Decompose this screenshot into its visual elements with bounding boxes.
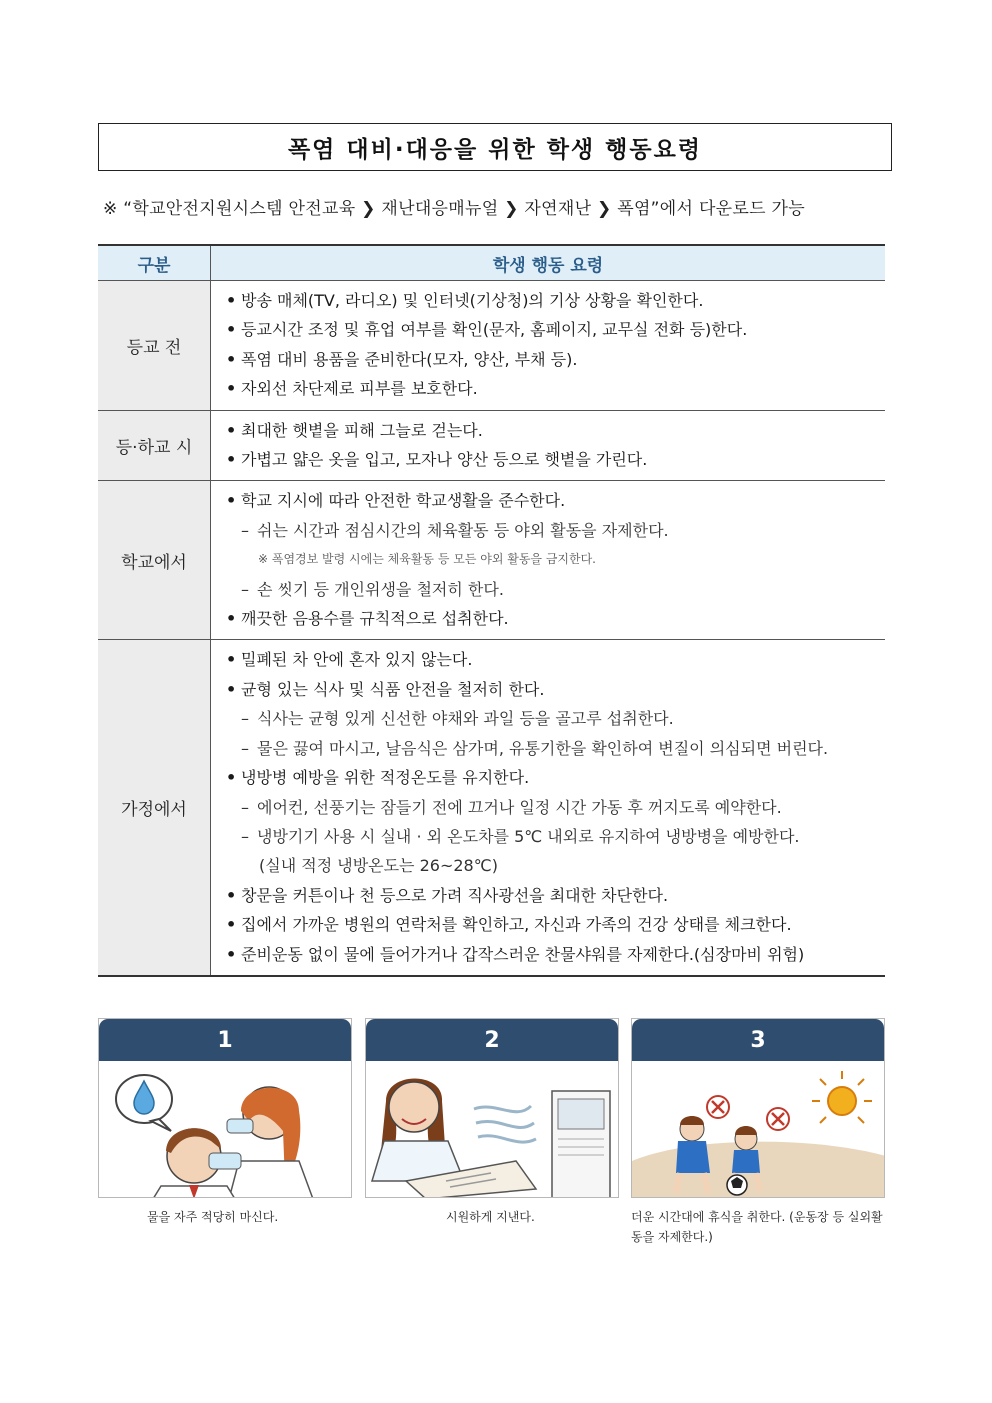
staying-cool-illustration	[366, 1061, 619, 1198]
action-note	[226, 545, 885, 574]
action-text: 에어컨, 선풍기는 잠들기 전에 끄거나 일정 시간 가동 후 꺼지도록 예약한다.	[257, 797, 782, 817]
header-category: 구분	[98, 245, 211, 281]
rest-in-heat-illustration	[632, 1061, 885, 1198]
action-text: 등교시간 조정 및 휴업 여부를 확인(문자, 홈페이지, 교무실 전화 등)한다.	[241, 320, 748, 340]
card-caption-3: 더운 시간대에 휴식을 취한다. (운동장 등 실외활동을 자제한다.)	[631, 1210, 883, 1244]
bullet-icon: •	[226, 885, 237, 905]
dash-icon: –	[241, 579, 249, 599]
table-row	[98, 281, 885, 411]
dash-icon: –	[241, 797, 249, 817]
action-item	[226, 940, 885, 969]
card-caption-1: 물을 자주 적당히 마신다.	[147, 1210, 279, 1224]
action-item	[226, 345, 885, 374]
illustration-card-3	[631, 1018, 885, 1198]
action-text: 냉방병 예방을 위한 적정온도를 유지한다.	[241, 768, 530, 788]
action-text: (실내 적정 냉방온도는 26~28℃)	[259, 856, 498, 876]
header-actions: 학생 행동 요령	[211, 245, 886, 281]
table-row	[98, 640, 885, 976]
bullet-icon: •	[226, 944, 237, 964]
bullet-icon: •	[226, 768, 237, 788]
bullet-icon: •	[226, 379, 237, 399]
bullet-icon: •	[226, 420, 237, 440]
action-subitem	[226, 734, 885, 763]
action-table	[98, 244, 885, 977]
action-item	[226, 910, 885, 939]
action-text: 깨끗한 음용수를 규칙적으로 섭취한다.	[241, 609, 509, 629]
action-text: 자외선 차단제로 피부를 보호한다.	[241, 379, 478, 399]
bullet-icon: •	[226, 491, 237, 511]
action-text: 학교 지시에 따라 안전한 학교생활을 준수한다.	[241, 491, 566, 511]
action-text: ※ 폭염경보 발령 시에는 체육활동 등 모든 야외 활동을 금지한다.	[258, 552, 597, 567]
card-number: 3	[632, 1019, 884, 1061]
action-text: 최대한 햇볕을 피해 그늘로 걷는다.	[241, 420, 483, 440]
action-text: 균형 있는 식사 및 식품 안전을 철저히 한다.	[241, 679, 545, 699]
card-number: 2	[366, 1019, 618, 1061]
dash-icon: –	[241, 826, 249, 846]
action-item	[226, 374, 885, 403]
bullet-icon: •	[226, 650, 237, 670]
page-title: 폭염 대비·대응을 위한 학생 행동요령	[98, 123, 892, 171]
table-row	[98, 410, 885, 481]
action-text: 가볍고 얇은 옷을 입고, 모자나 양산 등으로 햇볕을 가린다.	[241, 450, 648, 470]
illustration-card-2	[365, 1018, 619, 1198]
card-number: 1	[99, 1019, 351, 1061]
table-header-row	[98, 245, 885, 281]
action-item	[226, 315, 885, 344]
action-item	[226, 645, 885, 674]
row-category: 가정에서	[98, 640, 211, 976]
action-text: 식사는 균형 있게 신선한 야채와 과일 등을 골고루 섭취한다.	[257, 709, 674, 729]
action-text: 물은 끓여 마시고, 날음식은 삼가며, 유통기한을 확인하여 변질이 의심되면 버린다.	[257, 738, 829, 758]
action-item	[226, 881, 885, 910]
row-actions	[211, 410, 886, 481]
action-text: 방송 매체(TV, 라디오) 및 인터넷(기상청)의 기상 상황을 확인한다.	[241, 291, 704, 310]
dash-icon: –	[241, 709, 249, 729]
row-category: 학교에서	[98, 481, 211, 640]
action-text: 집에서 가까운 병원의 연락처를 확인하고, 자신과 가족의 건강 상태를 체크한다.	[241, 915, 792, 935]
drinking-water-illustration	[99, 1061, 352, 1198]
action-text: 밀폐된 차 안에 혼자 있지 않는다.	[241, 650, 473, 670]
action-item	[226, 286, 885, 315]
bullet-icon: •	[226, 679, 237, 699]
action-text: 폭염 대비 용품을 준비한다(모자, 양산, 부채 등).	[241, 349, 578, 369]
action-item	[226, 486, 885, 515]
action-text: 준비운동 없이 물에 들어가거나 갑작스러운 찬물샤워를 자제한다.(심장마비 위험)	[241, 944, 805, 964]
action-subitem	[226, 575, 885, 604]
row-actions	[211, 281, 886, 411]
row-category: 등·하교 시	[98, 410, 211, 481]
action-text: 손 씻기 등 개인위생을 철저히 한다.	[257, 579, 504, 599]
action-subitem	[226, 516, 885, 545]
dash-icon: –	[241, 520, 249, 540]
action-item	[226, 445, 885, 474]
bullet-icon: •	[226, 915, 237, 935]
action-subitem	[226, 793, 885, 822]
bullet-icon: •	[226, 609, 237, 629]
bullet-icon: •	[226, 349, 237, 369]
action-text: 냉방기기 사용 시 실내 · 외 온도차를 5℃ 내외로 유지하여 냉방병을 예방한다.	[257, 826, 800, 846]
action-item	[226, 604, 885, 633]
action-subitem	[226, 704, 885, 733]
action-subitem	[226, 822, 885, 851]
row-actions	[211, 481, 886, 640]
dash-icon: –	[241, 738, 249, 758]
action-text: 쉬는 시간과 점심시간의 체육활동 등 야외 활동을 자제한다.	[257, 520, 669, 540]
row-category: 등교 전	[98, 281, 211, 411]
illustration-card-1	[98, 1018, 352, 1198]
action-text: 창문을 커튼이나 천 등으로 가려 직사광선을 최대한 차단한다.	[241, 885, 669, 905]
download-note: ※ “학교안전지원시스템 안전교육 ❯ 재난대응매뉴얼 ❯ 자연재난 ❯ 폭염”에서 다운로드 가능	[103, 199, 805, 219]
table-row	[98, 481, 885, 640]
row-actions	[211, 640, 886, 976]
bullet-icon: •	[226, 320, 237, 340]
bullet-icon: •	[226, 291, 237, 310]
action-item	[226, 675, 885, 704]
bullet-icon: •	[226, 450, 237, 470]
action-item	[226, 416, 885, 445]
action-subitem	[226, 851, 885, 880]
card-caption-2: 시원하게 지낸다.	[446, 1210, 535, 1224]
action-item	[226, 763, 885, 792]
